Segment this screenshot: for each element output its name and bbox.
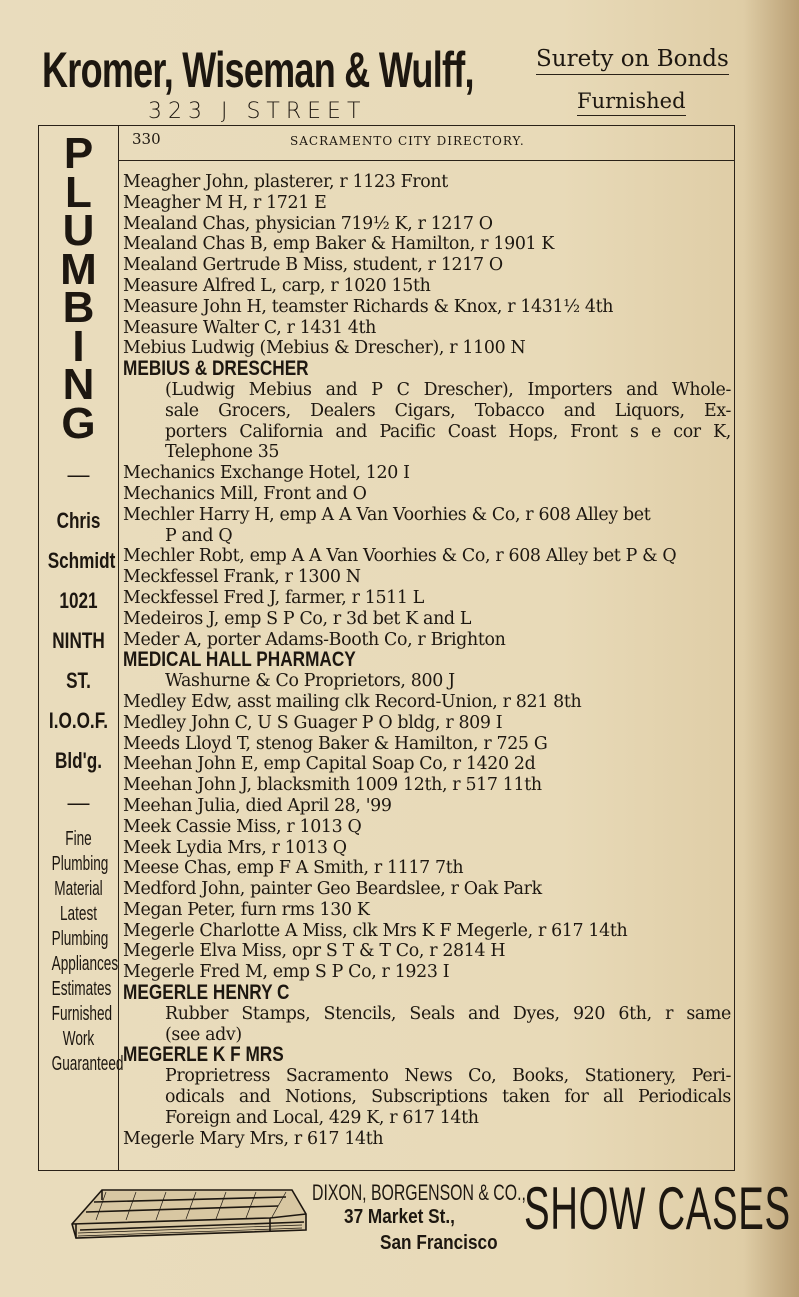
sidebar-advertiser xyxy=(39,501,118,781)
directory-entry: Mechler Robt, emp A A Van Voorhies & Co, r 608 Alley bet P & Q xyxy=(123,546,677,567)
entry-continuation: Proprietress Sacramento News Co, Books, Stationery, Peri- xyxy=(165,1066,731,1087)
sidebar-slogan-line: Estimates xyxy=(51,978,112,1000)
sidebar-slogan-line: Material xyxy=(54,878,103,900)
entry-heading-text: MEBIUS & DRESCHER xyxy=(123,357,309,381)
plumbing-letter: I xyxy=(72,321,85,371)
plumbing-letter: G xyxy=(61,398,96,448)
sidebar-slogan-line: Fine xyxy=(65,828,92,850)
frame-bottom-rule xyxy=(38,1170,735,1171)
directory-entry: Megerle Fred M, emp S P Co, r 1923 I xyxy=(123,962,450,983)
directory-entry: Meeds Lloyd T, stenog Baker & Hamilton, r 725 G xyxy=(123,733,548,754)
directory-entry: Mechanics Exchange Hotel, 120 I xyxy=(123,463,410,484)
footer-ad-product: SHOW CASES xyxy=(524,1175,791,1242)
sidebar-advertiser-line: Chris xyxy=(56,508,101,533)
plumbing-letter: N xyxy=(62,360,95,409)
plumbing-letter: L xyxy=(65,167,92,217)
sidebar-advertiser-line: ST. xyxy=(66,668,91,693)
directory-entry: Meek Cassie Miss, r 1013 Q xyxy=(123,816,362,837)
sidebar-advertiser-line: Schmidt xyxy=(47,548,116,573)
running-head-title: SACRAMENTO CITY DIRECTORY. xyxy=(290,134,525,148)
column-divider xyxy=(118,125,119,1170)
running-head-rule xyxy=(118,160,734,161)
sidebar-advertiser-line: Bld'g. xyxy=(55,748,102,773)
directory-entry: Megerle Charlotte A Miss, clk Mrs K F Megerle, r 617 14th xyxy=(123,920,628,941)
entry-heading xyxy=(123,359,731,380)
directory-entry: Meder A, porter Adams-Booth Co, r Brighton xyxy=(123,629,506,650)
entry-continuation: Foreign and Local, 429 K, r 617 14th xyxy=(165,1107,479,1128)
directory-entry: Mechanics Mill, Front and O xyxy=(123,483,367,504)
header-firm-name: Kromer, Wiseman & Wulff, xyxy=(42,42,474,98)
directory-entry: Meagher M H, r 1721 E xyxy=(123,192,327,213)
directory-entry: Meehan John E, emp Capital Soap Co, r 1420 2d xyxy=(123,754,536,775)
sidebar-slogan xyxy=(39,827,124,1077)
sidebar-slogan-line: Work xyxy=(62,1028,95,1050)
entry-heading-text: MEGERLE HENRY C xyxy=(123,981,290,1005)
sidebar-slogan-line: Appliances xyxy=(51,953,119,975)
sidebar-advertisement xyxy=(39,129,124,1077)
display-case-icon xyxy=(66,1180,310,1244)
footer-ad-address: 37 Market St., xyxy=(344,1206,455,1228)
entry-heading-text: MEDICAL HALL PHARMACY xyxy=(123,648,356,672)
directory-entry: Meckfessel Frank, r 1300 N xyxy=(123,567,361,588)
directory-entry: Measure Walter C, r 1431 4th xyxy=(123,317,376,338)
directory-entry: Megerle Mary Mrs, r 617 14th xyxy=(123,1128,384,1149)
directory-entry: Mechler Harry H, emp A A Van Voorhies & Co, r 608 Alley bet xyxy=(123,504,651,525)
header-street: 323 J STREET xyxy=(148,99,367,124)
directory-entry: Megerle Elva Miss, opr S T & T Co, r 2814 H xyxy=(123,941,506,962)
footer-ad-company: DIXON, BORGENSON & CO., xyxy=(312,1180,526,1205)
entry-continuation: odicals and Notions, Subscriptions taken for all Periodicals xyxy=(165,1087,731,1108)
entry-continuation: Washurne & Co Proprietors, 800 J xyxy=(165,671,455,692)
entry-continuation: porters California and Pacific Coast Hops, Front s e cor K, xyxy=(165,421,731,442)
frame-right-rule xyxy=(734,125,735,1170)
header-tagline-1: Surety on Bonds xyxy=(536,46,729,75)
directory-entry: Meehan John J, blacksmith 1009 12th, r 517 11th xyxy=(123,775,542,796)
page-number: 330 xyxy=(132,130,161,148)
sidebar-slogan-line: Guaranteed xyxy=(51,1053,124,1075)
directory-entry: Meehan Julia, died April 28, '99 xyxy=(123,795,392,816)
directory-entry: Mealand Chas B, emp Baker & Hamilton, r 1901 K xyxy=(123,234,555,255)
sidebar-dash-2: — xyxy=(67,790,90,815)
directory-entry: Medley Edw, asst mailing clk Record-Union, r 821 8th xyxy=(123,691,582,712)
footer-ad-city: San Francisco xyxy=(380,1232,498,1254)
entry-continuation: (Ludwig Mebius and P C Drescher), Importers and Whole- xyxy=(165,379,731,400)
sidebar-advertiser-line: NINTH xyxy=(52,628,105,653)
entry-continuation: (see adv) xyxy=(165,1024,242,1045)
sidebar-dash: — xyxy=(67,462,90,487)
plumbing-letter: B xyxy=(62,283,95,332)
directory-entry: Meese Chas, emp F A Smith, r 1117 7th xyxy=(123,858,464,879)
directory-entry: Meagher John, plasterer, r 1123 Front xyxy=(123,172,448,192)
plumbing-letter: M xyxy=(60,244,97,294)
frame-top-rule xyxy=(38,125,735,126)
directory-entry: Medford John, painter Geo Beardslee, r Oak Park xyxy=(123,879,542,900)
entry-heading xyxy=(123,983,731,1004)
entry-heading xyxy=(123,1045,731,1066)
entry-continuation: sale Grocers, Dealers Cigars, Tobacco and Liquors, Ex- xyxy=(165,400,731,421)
directory-entry: Medley John C, U S Guager P O bldg, r 809 I xyxy=(123,712,503,733)
directory-entry: Meckfessel Fred J, farmer, r 1511 L xyxy=(123,587,424,608)
header-tagline-2: Furnished xyxy=(577,89,686,116)
directory-entry: Mebius Ludwig (Mebius & Drescher), r 1100 N xyxy=(123,338,526,359)
sidebar-advertiser-line: 1021 xyxy=(59,588,98,613)
plumbing-vertical-word xyxy=(39,129,118,448)
directory-entry: Measure Alfred L, carp, r 1020 15th xyxy=(123,275,431,296)
sidebar-slogan-line: Plumbing xyxy=(51,928,109,950)
sidebar-advertiser-line: I.O.O.F. xyxy=(48,708,109,733)
sidebar-slogan-line: Plumbing xyxy=(51,853,109,875)
plumbing-letter: U xyxy=(62,206,95,255)
entry-heading xyxy=(123,650,731,671)
plumbing-letter: P xyxy=(63,129,94,178)
directory-entry: Mealand Chas, physician 719½ K, r 1217 O xyxy=(123,213,493,234)
sidebar-slogan-line: Furnished xyxy=(51,1003,113,1025)
sidebar-slogan-line: Latest xyxy=(59,903,98,925)
entry-continuation: P and Q xyxy=(165,525,233,546)
entry-continuation: Telephone 35 xyxy=(165,442,280,463)
directory-entry: Megan Peter, furn rms 130 K xyxy=(123,899,370,920)
entry-heading-text: MEGERLE K F MRS xyxy=(123,1043,284,1067)
directory-entries xyxy=(123,172,731,1149)
directory-entry: Medeiros J, emp S P Co, r 3d bet K and L xyxy=(123,608,472,629)
directory-entry: Measure John H, teamster Richards & Knox, r 1431½ 4th xyxy=(123,296,614,317)
directory-entry: Mealand Gertrude B Miss, student, r 1217 O xyxy=(123,255,503,276)
directory-entry: Meek Lydia Mrs, r 1013 Q xyxy=(123,837,347,858)
entry-continuation: Rubber Stamps, Stencils, Seals and Dyes, 920 6th, r same xyxy=(165,1003,731,1024)
